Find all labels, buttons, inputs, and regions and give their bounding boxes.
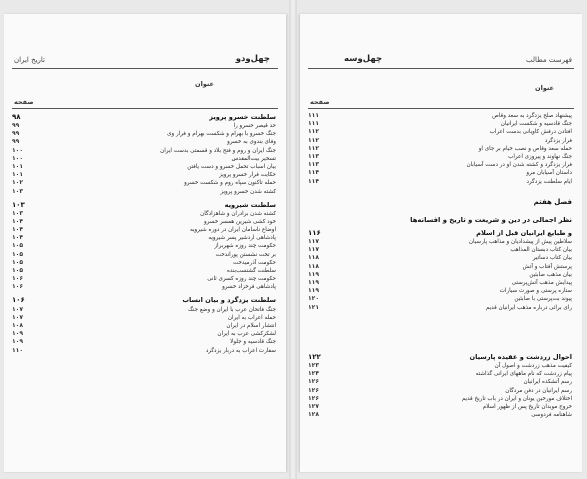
toc-row: [308, 137, 572, 145]
toc-entry-title: وفای بندوی به خسرو: [227, 139, 276, 146]
toc-page-number: ۱۰۷: [12, 305, 23, 313]
right-toc-list-bot: [308, 352, 572, 419]
toc-page-number: ۱۰۷: [12, 313, 23, 321]
toc-page-number: ۱۱۷: [308, 246, 319, 254]
right-col-title: عنوان: [535, 84, 554, 92]
toc-page-number: ۱۱۹: [308, 278, 319, 286]
right-col-page: صفحه: [310, 98, 330, 106]
toc-page-number: ۹۹: [12, 138, 20, 146]
toc-page-number: ۱۰۶: [12, 283, 23, 291]
toc-row: [308, 145, 572, 153]
toc-section-row: [12, 112, 276, 122]
toc-page-number: ۱۰۸: [12, 321, 23, 329]
toc-page-number: ۱۰۴: [12, 234, 23, 242]
toc-page-number: ۱۰۹: [12, 330, 23, 338]
toc-entry-title: پیدایش مذهب آتش‌پرستی: [511, 279, 572, 286]
toc-row: [308, 304, 572, 312]
right-toc-list-top: [308, 112, 572, 186]
toc-page-number: ۱۲۶: [308, 378, 319, 386]
left-toc-list: [12, 112, 276, 355]
toc-row: [12, 138, 276, 146]
toc-row: [12, 210, 276, 218]
toc-page-number: ۱۰۶: [12, 296, 25, 305]
toc-page-number: ۱۰۱: [12, 171, 23, 179]
toc-row: [308, 112, 572, 120]
toc-row: [308, 169, 572, 177]
toc-page-number: ۱۰۴: [12, 226, 23, 234]
toc-row: [308, 378, 572, 386]
right-header-rule: [308, 108, 574, 109]
toc-row: [308, 279, 572, 287]
toc-entry-title: فرار یزدگرد: [544, 137, 572, 144]
toc-row: [12, 306, 276, 314]
toc-row: [12, 259, 276, 267]
toc-entry-title: فرار یزدگرد و کشته شدن او در دست آسیابان: [466, 162, 572, 169]
toc-row: [12, 147, 276, 155]
toc-entry-title: حکومت چند روزه شهربراز: [214, 243, 276, 250]
toc-row: [308, 287, 572, 295]
toc-row: [12, 163, 276, 171]
toc-page-number: ۱۲۶: [308, 386, 319, 394]
toc-entry-title: کشته شدن برادران و شاهزادگان: [200, 210, 276, 217]
toc-page-number: ۱۲۸: [308, 411, 319, 419]
left-running-head: تاریخ ایران: [14, 56, 45, 64]
toc-page-number: ۱۱۳: [308, 161, 319, 169]
right-top-rule: [308, 68, 574, 69]
toc-page-number: ۱۲۱: [308, 303, 319, 311]
toc-page-number: ۱۱۲: [308, 136, 319, 144]
toc-entry-title: بیان کتاب دساتیر: [532, 255, 572, 262]
toc-entry-title: خود کشی شیرین همسر خسرو: [203, 218, 276, 225]
toc-page-number: ۱۱۷: [308, 238, 319, 245]
toc-page-number: ۱۱۹: [308, 270, 319, 278]
right-toc-list-mid: [308, 228, 572, 312]
toc-entry-title: سلطنت خسرو پرویز: [209, 112, 276, 121]
toc-row: [12, 267, 276, 275]
toc-entry-title: شاهنامه فردوسی: [531, 412, 572, 419]
toc-page-number: ۱۲۴: [308, 370, 319, 378]
left-header-rule: [12, 108, 278, 109]
toc-entry-title: داستان آسیابان مرو: [526, 170, 572, 177]
toc-page-number: ۱۱۲: [308, 144, 319, 152]
toc-row: [12, 283, 276, 291]
toc-row: [12, 155, 276, 163]
toc-section-row: [12, 296, 276, 306]
toc-entry-title: پادشاهی اردشیر پسر شیرویه: [208, 235, 276, 242]
toc-entry-title: جنگ ایران و روم و فتح بلاد و قسمتی بدست ایران: [160, 147, 276, 154]
right-folio: چهل‌وسه: [344, 54, 383, 64]
toc-row: [12, 338, 276, 346]
toc-entry-title: جنگ نهاوند و پیروزی اعراب: [508, 153, 572, 160]
toc-page-number: ۱۱۴: [308, 169, 319, 177]
toc-page-number: ۱۲۲: [308, 352, 321, 361]
toc-entry-title: بیان اسباب تحمل خسرو و دست یافتن: [187, 163, 276, 170]
toc-row: [308, 370, 572, 378]
toc-row: [308, 411, 572, 419]
toc-row: [308, 263, 572, 271]
toc-entry-title: احوال زردشت و عقیده پارسیان: [469, 352, 572, 361]
toc-entry-title: جنگ خسرو با بهرام و شکست بهرام و فرار وی: [167, 131, 276, 138]
toc-row: [12, 314, 276, 322]
toc-page-number: ۱۱۲: [308, 128, 319, 136]
toc-entry-title: پیشنهاد صلح یزدگرد به سعد وقاص: [492, 113, 572, 119]
toc-row: [12, 188, 276, 196]
toc-row: [12, 234, 276, 242]
toc-entry-title: افتادن درفش کاویانی بدست اعراب: [489, 129, 572, 136]
toc-page-number: ۱۱۴: [308, 177, 319, 185]
toc-row: [308, 120, 572, 128]
toc-row: [308, 238, 572, 246]
toc-page-number: ۱۰۵: [12, 242, 23, 250]
toc-page-number: ۱۰۴: [12, 217, 23, 225]
toc-row: [308, 295, 572, 303]
toc-entry-title: حد قیصر خسرو را: [233, 123, 276, 129]
toc-entry-title: حکومت چند روزه کسری ثانی: [207, 276, 276, 283]
toc-row: [308, 403, 572, 411]
chapter-heading: فصل هفتم: [533, 198, 572, 206]
toc-page-number: ۱۰۳: [12, 200, 25, 209]
section-title: نظر اجمالی در دین و شریعت و تاریخ و افسانه‌ها: [410, 216, 572, 224]
toc-page-number: ۱۲۳: [308, 362, 319, 369]
toc-section-row: [308, 228, 572, 238]
toc-row: [308, 362, 572, 370]
toc-section-row: [12, 200, 276, 210]
toc-row: [12, 122, 276, 130]
toc-page-number: ۱۱۶: [308, 228, 321, 237]
toc-row: [12, 330, 276, 338]
toc-page-number: ۱۱۱: [308, 120, 319, 128]
toc-entry-title: ایام سلطنت یزدگرد: [526, 178, 572, 185]
toc-entry-title: اوضاع ناسامان ایران در دوره شیرویه: [190, 227, 276, 234]
toc-entry-title: حکومت آذرمیدخت: [232, 259, 276, 266]
toc-page-number: ۹۹: [12, 130, 20, 138]
toc-page-number: ۱۰۹: [12, 338, 23, 346]
toc-page-number: ۱۰۳: [12, 209, 23, 217]
toc-entry-title: و طبایع ایرانیان قبل از اسلام: [476, 228, 572, 237]
toc-entry-title: لشکرکشی عرب به ایران: [217, 331, 276, 338]
toc-entry-title: اختلاف مورخین یونان و ایران در باب تاریخ قدیم: [461, 395, 572, 402]
toc-entry-title: پیام زردشت که نام ماههای ایرانی گذاشته: [475, 371, 572, 378]
toc-row: [308, 254, 572, 262]
toc-page-number: ۱۱۸: [308, 262, 319, 270]
toc-entry-title: خروج موبدان تاریخ پس از ظهور اسلام: [482, 403, 572, 410]
toc-page-number: ۱۱۸: [308, 254, 319, 262]
toc-page-number: ۱۰۰: [12, 146, 23, 154]
toc-row: [12, 179, 276, 187]
toc-row: [308, 161, 572, 169]
toc-row: [308, 387, 572, 395]
toc-entry-title: رسم ایرانیان در دفن مردگان: [505, 387, 572, 394]
toc-entry-title: رسم آتشکده ایرانیان: [523, 379, 572, 386]
toc-entry-title: کشته شدن خسرو پرویز: [220, 188, 276, 195]
left-page: [4, 14, 286, 472]
toc-page-number: ۹۸: [12, 112, 21, 121]
toc-entry-title: ستاره پرستی و صورت سیارات: [499, 288, 572, 295]
toc-entry-title: سفارت اعراب به دربار یزدگرد: [205, 347, 276, 354]
toc-page-number: ۱۰۵: [12, 250, 23, 258]
toc-row: [308, 128, 572, 136]
toc-entry-title: جنگ قادسیه و جلولا: [230, 339, 276, 346]
toc-page-number: ۱۱۹: [308, 287, 319, 295]
toc-entry-title: حمله تاکنون سپاه روم و شکست خسرو: [184, 180, 276, 187]
toc-page-number: ۱۰۳: [12, 187, 23, 195]
left-top-rule: [12, 68, 278, 69]
toc-page-number: ۹۹: [12, 122, 20, 129]
toc-page-number: ۱۲۷: [308, 402, 319, 410]
toc-entry-title: جنگ قادسیه و شکست ایرانیان: [500, 121, 572, 128]
toc-row: [12, 130, 276, 138]
toc-row: [12, 218, 276, 226]
toc-page-number: ۱۲۶: [308, 394, 319, 402]
toc-entry-title: بیان مذهب صابئین: [529, 271, 572, 278]
toc-entry-title: حمله سعد وقاص و نصب خیام بر جای او: [478, 145, 572, 152]
toc-entry-title: حمله اعراب به ایران: [227, 314, 276, 321]
toc-entry-title: پرستش آفتاب و آتش: [522, 263, 572, 270]
toc-entry-title: پادشاهی فرخزاد خسرو: [222, 284, 276, 291]
right-page: [300, 14, 582, 472]
toc-section-row: [308, 352, 572, 362]
right-running-head: فهرست مطالب: [525, 56, 572, 64]
toc-page-number: ۱۰۶: [12, 275, 23, 283]
toc-row: [12, 275, 276, 283]
toc-page-number: ۱۲۰: [308, 295, 319, 303]
toc-entry-title: بیان کتاب دبستان المذاهب: [510, 247, 572, 254]
toc-page-number: ۱۰۵: [12, 267, 23, 274]
toc-entry-title: سلاطین پیش از پیشدادیان و مذاهب پارسیان: [468, 239, 572, 245]
toc-page-number: ۱۱۱: [308, 112, 319, 119]
book-gutter: [289, 0, 297, 479]
toc-row: [12, 251, 276, 259]
toc-row: [12, 226, 276, 234]
toc-entry-title: سلطنت شیرویه: [224, 200, 276, 209]
toc-row: [308, 246, 572, 254]
toc-entry-title: پیوند بت‌پرستی با صابئین: [514, 296, 572, 303]
toc-page-number: ۱۰۵: [12, 258, 23, 266]
toc-row: [12, 171, 276, 179]
toc-entry-title: حکایت فرار خسرو پرویز: [219, 172, 276, 179]
toc-row: [12, 322, 276, 330]
left-col-page: صفحه: [14, 98, 34, 106]
toc-entry-title: سلطنت یزدگرد و بیان انساب: [182, 296, 276, 305]
toc-row: [12, 347, 276, 355]
toc-page-number: ۱۱۰: [12, 346, 23, 354]
toc-row: [308, 395, 572, 403]
toc-page-number: ۱۱۳: [308, 152, 319, 160]
toc-entry-title: کیفیت مذهب زردشت و اصول آن: [494, 363, 572, 369]
toc-entry-title: سلطنت گشنسب‌بنده: [226, 268, 276, 274]
toc-entry-title: جنگ فاتحان عرب با ایران و وضع جنگ: [187, 306, 276, 313]
left-folio: چهل‌ودو: [235, 54, 270, 64]
toc-page-number: ۱۰۲: [12, 179, 23, 187]
toc-row: [308, 178, 572, 186]
toc-entry-title: رای برائی درباره مذهب ایرانیان قدیم: [485, 304, 572, 311]
toc-page-number: ۱۰۰: [12, 154, 23, 162]
left-col-title: عنوان: [195, 80, 214, 88]
toc-page-number: ۱۰۱: [12, 162, 23, 170]
toc-row: [308, 271, 572, 279]
toc-entry-title: تسخیر بیت‌المقدس: [231, 155, 276, 162]
toc-row: [308, 153, 572, 161]
toc-row: [12, 242, 276, 250]
toc-entry-title: بر تخت نشستن پوراندخت: [215, 251, 276, 258]
toc-entry-title: انتشار اسلام در ایران: [226, 322, 276, 329]
